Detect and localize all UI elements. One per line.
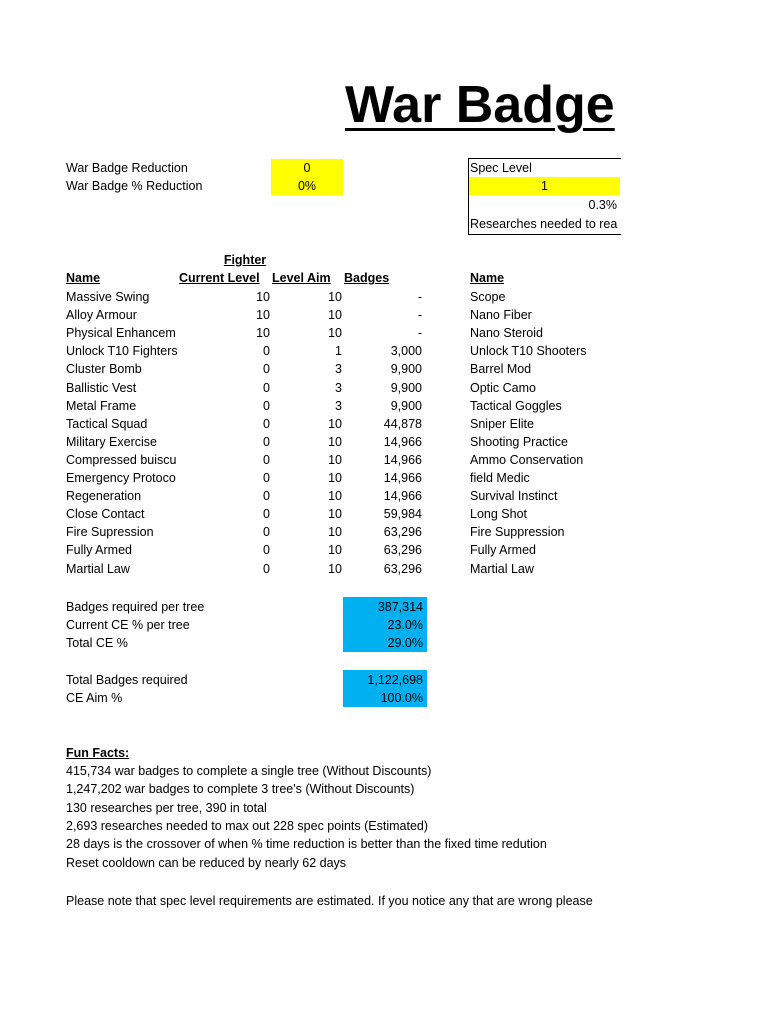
total-badges-value: 1,122,698 [367,673,423,687]
research-name: Unlock T10 Fighters [66,344,178,359]
research-name: Fully Armed [66,543,132,558]
badges-cell: 44,878 [383,416,422,431]
total-badges-label: Total Badges required [66,673,188,687]
badges-per-tree-value: 387,314 [377,600,423,614]
research-name: Martial Law [66,561,130,576]
level-aim-cell[interactable]: 10 [328,471,342,485]
badges-cell: 3,000 [390,344,422,359]
badges-cell: 63,296 [383,525,422,540]
research-name: Fire Supression [66,525,154,540]
table-header-row [0,269,768,287]
table-row [0,541,768,559]
current-level-cell[interactable]: 0 [263,344,270,359]
war-badge-reduction-input[interactable]: 0 [271,159,343,177]
research-name: Ballistic Vest [66,380,137,395]
research-name: Military Exercise [66,434,157,449]
fun-facts-heading: Fun Facts: [66,746,130,760]
badges-cell: - [417,308,422,323]
current-level-cell[interactable]: 10 [256,290,270,304]
ce-per-tree-label: Current CE % per tree [66,618,190,632]
current-level-cell[interactable]: 0 [263,525,270,540]
level-aim-cell[interactable]: 3 [335,398,342,413]
table-row [0,415,768,433]
table-row [0,379,768,397]
level-aim-cell[interactable]: 10 [328,308,342,323]
spec-level-label: Spec Level [470,161,532,175]
current-level-cell[interactable]: 10 [256,308,270,323]
level-aim-cell[interactable]: 10 [328,452,342,467]
current-level-cell[interactable]: 0 [263,416,270,431]
badges-cell: 14,966 [383,471,422,485]
level-aim-cell[interactable]: 10 [328,489,342,504]
shooter-research-name: Scope [470,290,506,304]
war-badge-reduction-label: War Badge Reduction [66,161,188,175]
level-aim-cell[interactable]: 1 [335,344,342,359]
level-aim-cell[interactable]: 10 [328,326,342,341]
level-aim-cell[interactable]: 10 [328,561,342,576]
level-aim-cell[interactable]: 10 [328,416,342,431]
spec-note: Please note that spec level requirements are estimated. If you notice any that are wrong please [66,894,593,908]
level-aim-cell[interactable]: 10 [328,525,342,540]
ce-per-tree-value: 23.0% [387,618,423,632]
badges-cell: - [417,326,422,341]
shooter-research-name: Sniper Elite [470,416,534,431]
research-name: Emergency Protoco [66,471,176,485]
total-ce-label: Total CE % [66,636,128,650]
table-row [0,505,768,523]
level-aim-cell[interactable]: 10 [328,290,342,304]
current-level-cell[interactable]: 10 [256,326,270,341]
current-level-cell[interactable]: 0 [263,362,270,377]
spec-level-input[interactable]: 1 [469,177,620,195]
research-name: Metal Frame [66,398,137,413]
header-name: Name [66,271,101,285]
ce-aim-label: CE Aim % [66,691,123,705]
badges-cell: 63,296 [383,543,422,558]
header-level-aim: Level Aim [272,271,331,285]
badges-cell: 59,984 [383,507,422,522]
table-row [0,451,768,469]
shooter-research-name: Barrel Mod [470,362,532,377]
shooter-research-name: Ammo Conservation [470,452,584,467]
header-right-name: Name [470,271,505,285]
shooter-research-name: Nano Fiber [470,308,532,323]
table-row [0,342,768,360]
header-badges: Badges [344,271,390,285]
research-name: Regeneration [66,489,142,504]
badges-per-tree-label: Badges required per tree [66,600,205,614]
research-name: Tactical Squad [66,416,148,431]
badges-cell: 9,900 [390,398,422,413]
current-level-cell[interactable]: 0 [263,543,270,558]
shooter-research-name: Shooting Practice [470,434,568,449]
header-current-level: Current Level [179,271,260,285]
table-row [0,487,768,505]
ce-aim-input[interactable]: 100.0% [380,691,423,705]
shooter-research-name: Survival Instinct [470,489,558,504]
fighter-group-header: Fighter [223,253,267,267]
research-name: Close Contact [66,507,145,522]
shooter-research-name: Fully Armed [470,543,536,558]
current-level-cell[interactable]: 0 [263,452,270,467]
table-row [0,306,768,324]
level-aim-cell[interactable]: 3 [335,362,342,377]
current-level-cell[interactable]: 0 [263,489,270,504]
war-badge-pct-reduction-input[interactable]: 0% [271,177,343,195]
table-row [0,523,768,541]
badges-cell: 14,966 [383,434,422,449]
table-row [0,469,768,487]
badges-cell: 14,966 [383,489,422,504]
level-aim-cell[interactable]: 10 [328,507,342,522]
fun-fact-item: Reset cooldown can be reduced by nearly 62 days [66,855,347,870]
fun-fact-item: 2,693 researches needed to max out 228 spec points (Estimated) [66,818,429,833]
level-aim-cell[interactable]: 3 [335,380,342,395]
research-name: Cluster Bomb [66,362,142,377]
table-row [0,397,768,415]
research-name: Massive Swing [66,290,150,304]
shooter-research-name: Fire Suppression [470,525,565,540]
level-aim-cell[interactable]: 10 [328,434,342,449]
page-title: War Badge [345,76,615,134]
table-row [0,560,768,578]
research-name: Compressed buiscu [66,452,177,467]
shooter-research-name: Martial Law [470,561,534,576]
war-badge-pct-reduction-label: War Badge % Reduction [66,179,203,193]
current-level-cell[interactable]: 0 [263,471,270,485]
level-aim-cell[interactable]: 10 [328,543,342,558]
fun-fact-item: 130 researches per tree, 390 in total [66,800,267,815]
table-row [0,324,768,342]
shooter-research-name: Long Shot [470,507,527,522]
current-level-cell[interactable]: 0 [263,434,270,449]
research-name: Physical Enhancem [66,326,176,341]
fun-fact-item: 28 days is the crossover of when % time reduction is better than the fixed time redution [66,837,547,852]
fun-fact-item: 415,734 war badges to complete a single tree (Without Discounts) [66,764,432,778]
fun-fact-item: 1,247,202 war badges to complete 3 tree's (Without Discounts) [66,782,415,797]
badges-cell: 9,900 [390,362,422,377]
spec-level-pct: 0.3% [588,198,617,212]
current-level-cell[interactable]: 0 [263,380,270,395]
current-level-cell[interactable]: 0 [263,398,270,413]
shooter-research-name: Unlock T10 Shooters [470,344,587,359]
shooter-research-name: Nano Steroid [470,326,543,341]
shooter-research-name: field Medic [470,471,530,485]
shooter-research-name: Optic Camo [470,380,536,395]
table-row [0,360,768,378]
total-ce-value: 29.0% [387,636,423,650]
badges-cell: 9,900 [390,380,422,395]
current-level-cell[interactable]: 0 [263,561,270,576]
current-level-cell[interactable]: 0 [263,507,270,522]
table-row [0,288,768,306]
researches-needed-label: Researches needed to rea [470,217,618,231]
badges-cell: - [417,290,422,304]
badges-cell: 14,966 [383,452,422,467]
research-name: Alloy Armour [66,308,137,323]
badges-cell: 63,296 [383,561,422,576]
shooter-research-name: Tactical Goggles [470,398,562,413]
table-row [0,433,768,451]
